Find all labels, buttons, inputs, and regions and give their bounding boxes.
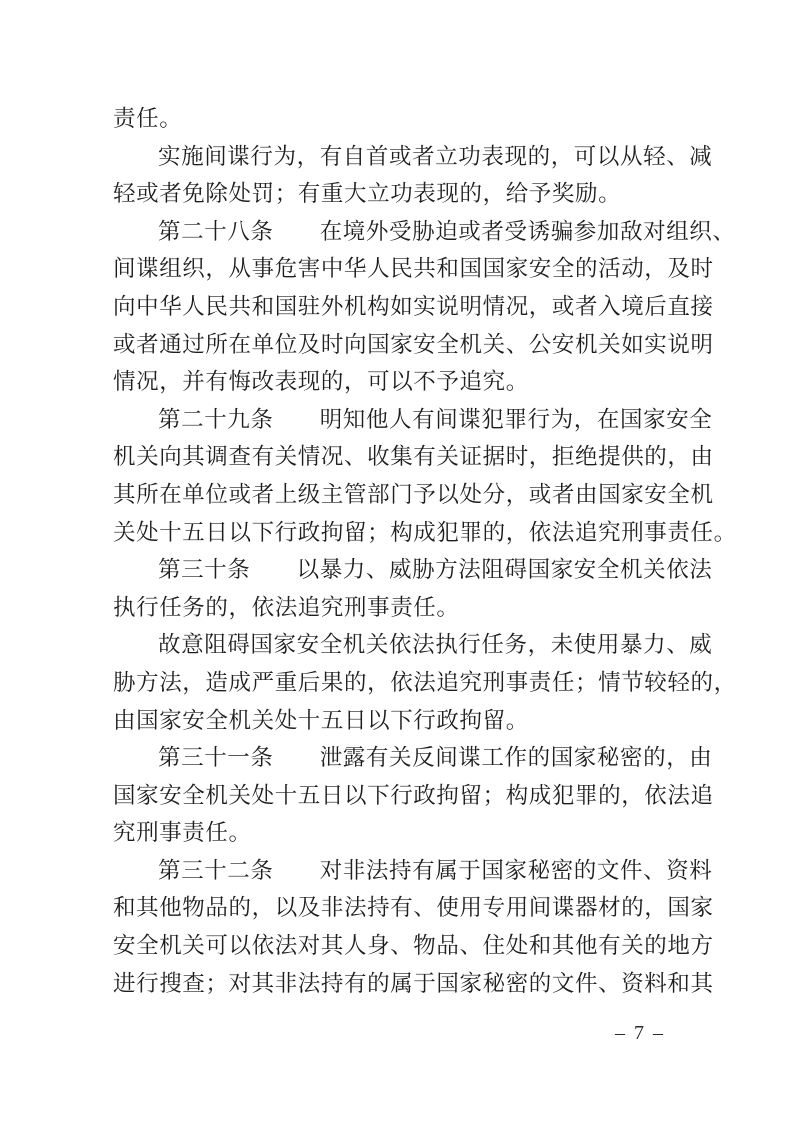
text-line: 间谍组织，从事危害中华人民共和国国家安全的活动，及时 [113, 256, 714, 282]
text-line: 责任。 [113, 106, 183, 131]
text-line: 第三十条 以暴力、威胁方法阻碍国家安全机关依法 [158, 557, 713, 583]
page-number: – 7 – [615, 1022, 665, 1044]
text-line: 第三十一条 泄露有关反间谍工作的国家秘密的，由 [158, 745, 713, 771]
text-line: 故意阻碍国家安全机关依法执行任务，未使用暴力、威 [158, 632, 713, 658]
text-line: 究刑事责任。 [113, 820, 252, 846]
text-line: 或者通过所在单位及时向国家安全机关、公安机关如实说明 [113, 331, 714, 357]
text-line: 进行搜查；对其非法持有的属于国家秘密的文件、资料和其 [113, 970, 714, 996]
text-line: 向中华人民共和国驻外机构如实说明情况，或者入境后直接 [113, 293, 714, 319]
text-line: 安全机关可以依法对其人身、物品、住处和其他有关的地方 [113, 933, 714, 959]
text-line: 第二十八条 在境外受胁迫或者受诱骗参加敌对组织、 [158, 218, 736, 244]
text-line: 关处十五日以下行政拘留；构成犯罪的，依法追究刑事责任。 [113, 519, 737, 545]
text-line: 情况，并有悔改表现的，可以不予追究。 [113, 369, 529, 395]
text-line: 第三十二条 对非法持有属于国家秘密的文件、资料 [158, 857, 713, 883]
document-body [113, 100, 737, 1002]
text-line: 轻或者免除处罚；有重大立功表现的，给予奖励。 [113, 181, 622, 207]
text-line: 机关向其调查有关情况、收集有关证据时，拒绝提供的，由 [113, 444, 714, 470]
text-line: 和其他物品的，以及非法持有、使用专用间谍器材的，国家 [113, 895, 714, 921]
text-line: 实施间谍行为，有自首或者立功表现的，可以从轻、减 [158, 143, 713, 169]
text-line: 胁方法，造成严重后果的，依法追究刑事责任；情节较轻的， [113, 669, 737, 695]
text-line: 其所在单位或者上级主管部门予以处分，或者由国家安全机 [113, 481, 714, 507]
text-line: 执行任务的，依法追究刑事责任。 [113, 594, 460, 620]
text-line: 国家安全机关处十五日以下行政拘留；构成犯罪的，依法追 [113, 782, 714, 808]
text-line: 第二十九条 明知他人有间谍犯罪行为，在国家安全 [158, 406, 713, 432]
text-line: 由国家安全机关处十五日以下行政拘留。 [113, 707, 529, 733]
